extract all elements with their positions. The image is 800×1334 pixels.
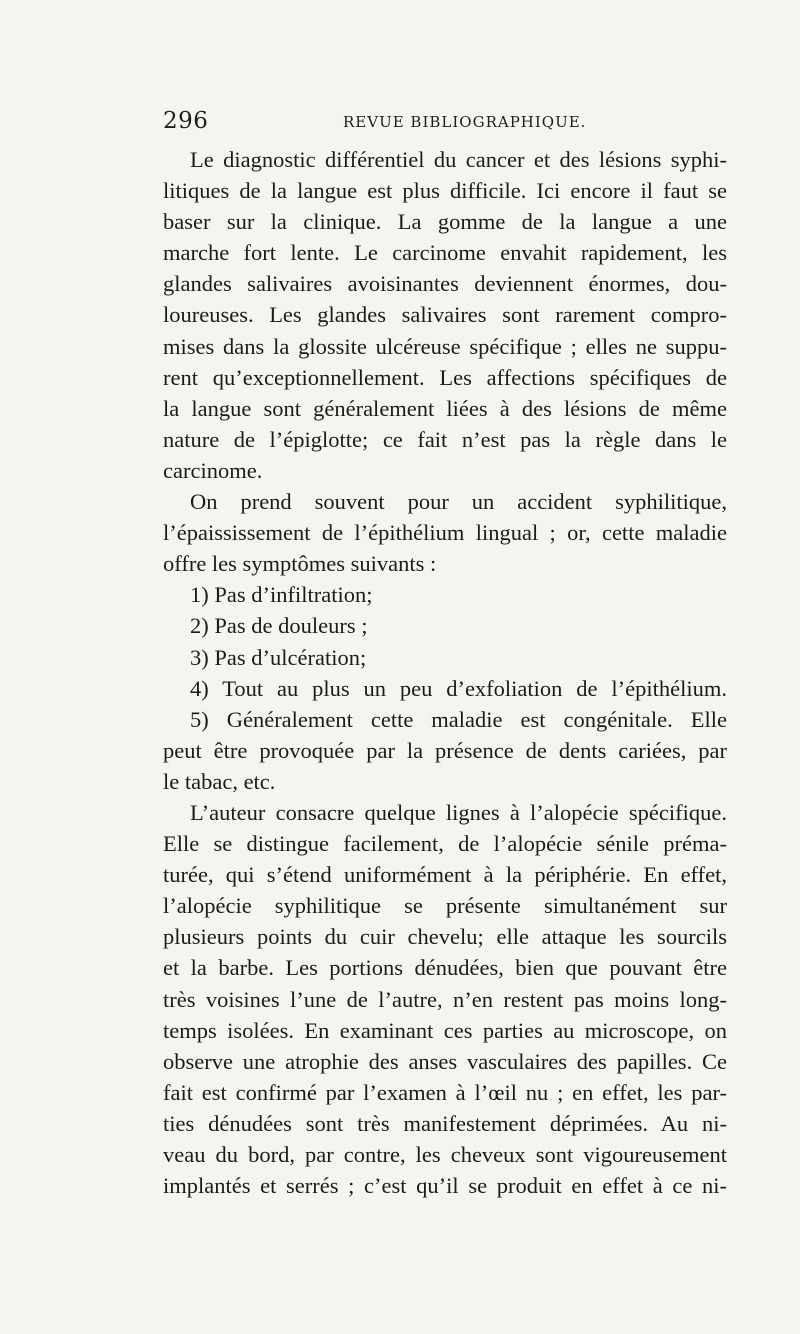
text-line: On prend souvent pour un accident syphilitique, xyxy=(190,489,727,515)
text-line: peut être provoquée par la présence de dents cariées, par xyxy=(163,737,727,763)
text-line: plusieurs points du cuir chevelu; elle attaque les sourcils xyxy=(163,924,727,950)
text-line: offre les symptômes suivants : xyxy=(163,551,437,577)
text-line: la langue sont généralement liées à des lésions de même xyxy=(163,395,727,421)
list-item: 3) Pas d’ulcération; xyxy=(190,644,367,670)
text-line: nature de l’épiglotte; ce fait n’est pas la règle dans le xyxy=(163,426,727,452)
text-line: turée, qui s’étend uniformément à la périphérie. En effet, xyxy=(163,862,727,888)
text-line: loureuses. Les glandes salivaires sont rarement compro- xyxy=(163,302,727,328)
text-line: le tabac, etc. xyxy=(163,768,276,794)
text-line: glandes salivaires avoisinantes deviennent énormes, dou- xyxy=(163,271,727,297)
text-line: veau du bord, par contre, les cheveux sont vigoureusement xyxy=(163,1142,727,1167)
body-text xyxy=(163,144,727,1201)
text-line: l’épaississement de l’épithélium lingual ; or, cette maladie xyxy=(163,520,727,546)
text-line: rent qu’exceptionnellement. Les affections spécifiques de xyxy=(163,364,727,390)
text-line: baser sur la clinique. La gomme de la langue a une xyxy=(163,209,727,235)
list-item: 5) Généralement cette maladie est congénitale. Elle xyxy=(190,706,727,732)
text-line: ties dénudées sont très manifestement déprimées. Au ni- xyxy=(163,1110,727,1136)
text-line: litiques de la langue est plus difficile. Ici encore il faut se xyxy=(163,178,727,204)
list-item: 2) Pas de douleurs ; xyxy=(190,613,368,639)
text-line: L’auteur consacre quelque lignes à l’alopécie spécifique. xyxy=(190,799,727,825)
text-line: observe une atrophie des anses vasculaires des papilles. Ce xyxy=(163,1048,727,1074)
text-line: marche fort lente. Le carcinome envahit rapidement, les xyxy=(163,240,727,266)
page-number: 296 xyxy=(163,108,209,134)
text-line: fait est confirmé par l’examen à l’œil nu ; en effet, les par- xyxy=(163,1079,727,1105)
text-line: et la barbe. Les portions dénudées, bien que pouvant être xyxy=(163,955,727,981)
text-line: carcinome. xyxy=(163,457,263,483)
text-line: implantés et serrés ; c’est qu’il se produit en effet à ce ni- xyxy=(163,1173,727,1199)
page-header xyxy=(163,108,723,138)
list-item: 4) Tout au plus un peu d’exfoliation de l’épithélium. xyxy=(190,675,727,701)
text-line: l’alopécie syphilitique se présente simultanément sur xyxy=(163,893,727,919)
text-line: mises dans la glossite ulcéreuse spécifique ; elles ne suppu- xyxy=(163,333,727,359)
text-line: très voisines l’une de l’autre, n’en restent pas moins long- xyxy=(163,986,727,1012)
text-line: temps isolées. En examinant ces parties au microscope, on xyxy=(163,1017,727,1043)
text-line: Elle se distingue facilement, de l’alopécie sénile préma- xyxy=(163,831,727,857)
text-line: Le diagnostic différentiel du cancer et des lésions syphi- xyxy=(190,147,727,172)
running-head: REVUE BIBLIOGRAPHIQUE. xyxy=(343,113,587,131)
list-item: 1) Pas d’infiltration; xyxy=(190,582,373,608)
